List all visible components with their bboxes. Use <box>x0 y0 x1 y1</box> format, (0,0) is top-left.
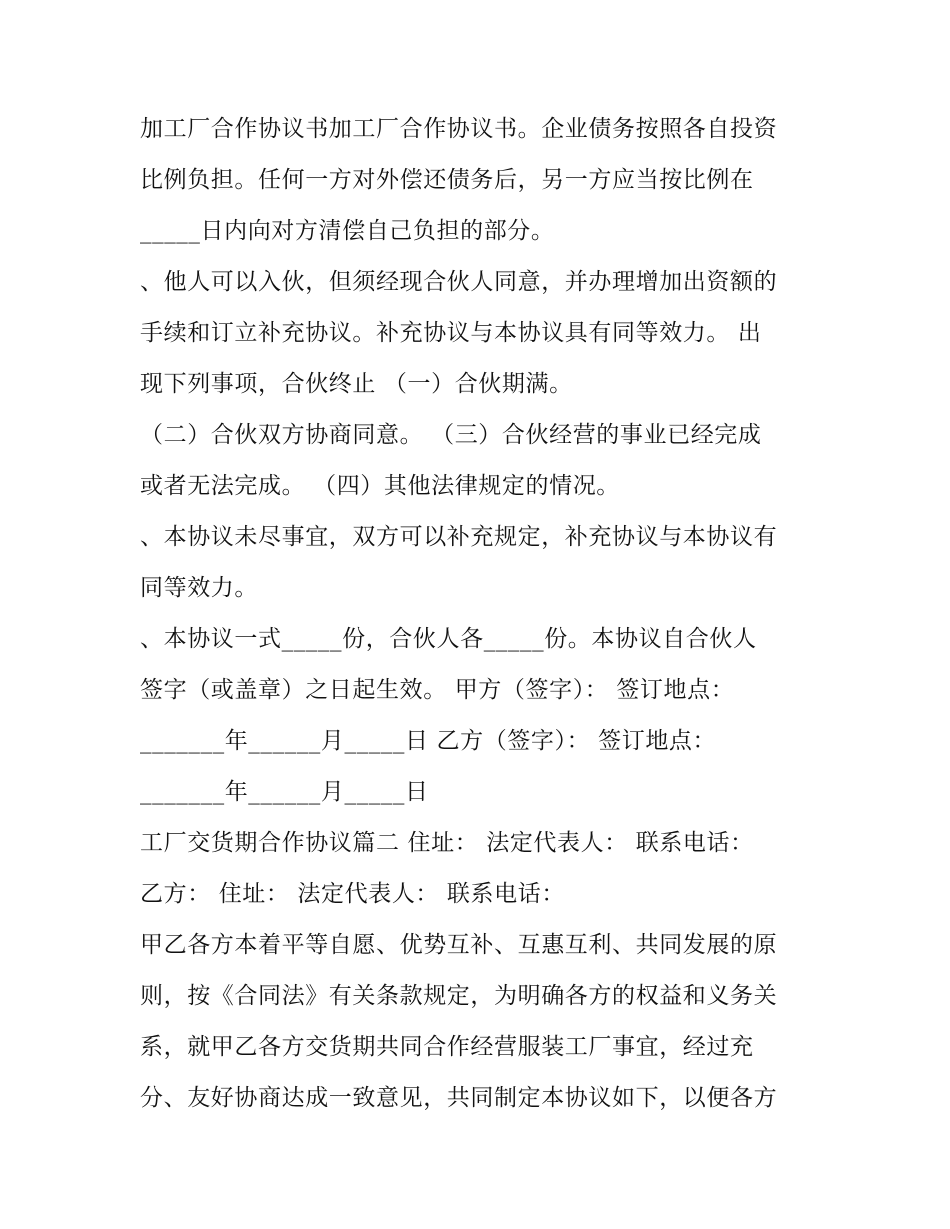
text-line: 比例负担。任何一方对外偿还债务后，另一方应当按比例在 <box>140 167 754 193</box>
text-line: 、本协议未尽事宜，双方可以补充规定，补充协议与本协议有 <box>140 524 778 550</box>
text-line: 签字（或盖章）之日起生效。 甲方（签字）： 签订地点： <box>140 677 735 703</box>
text-line: _______年______月_____日 乙方（签字）： 签订地点： <box>140 728 717 754</box>
text-line: _______年______月_____日 <box>140 779 429 805</box>
text-line: 或者无法完成。 （四）其他法律规定的情况。 <box>140 473 620 499</box>
text-line: 现下列事项，合伙终止 （一）合伙期满。 <box>140 371 573 397</box>
text-line: 同等效力。 <box>140 575 258 601</box>
text-line: 加工厂合作协议书加工厂合作协议书。企业债务按照各自投资 <box>140 116 778 142</box>
text-line: 、他人可以入伙，但须经现合伙人同意，并办理增加出资额的 <box>140 269 778 295</box>
document-body <box>140 104 820 1124</box>
text-line: 分、友好协商达成一致意见，共同制定本协议如下，以便各方 <box>140 1085 778 1111</box>
text-line: 工厂交货期合作协议篇二 住址： 法定代表人： 联系电话： <box>140 830 754 856</box>
text-line: 甲乙各方本着平等自愿、优势互补、互惠互利、共同发展的原 <box>140 932 778 958</box>
text-line: 则，按《合同法》有关条款规定，为明确各方的权益和义务关 <box>140 983 778 1009</box>
text-line: （二）合伙双方协商同意。 （三）合伙经营的事业已经完成 <box>140 422 762 448</box>
text-line: 系，就甲乙各方交货期共同合作经营服装工厂事宜，经过充 <box>140 1034 754 1060</box>
text-line: 乙方： 住址： 法定代表人： 联系电话： <box>140 881 565 907</box>
text-line: 手续和订立补充协议。补充协议与本协议具有同等效力。 出 <box>140 320 762 346</box>
text-line: 、本协议一式_____份，合伙人各_____份。本协议自合伙人 <box>140 626 757 652</box>
text-line: _____日内向对方清偿自己负担的部分。 <box>140 218 555 244</box>
